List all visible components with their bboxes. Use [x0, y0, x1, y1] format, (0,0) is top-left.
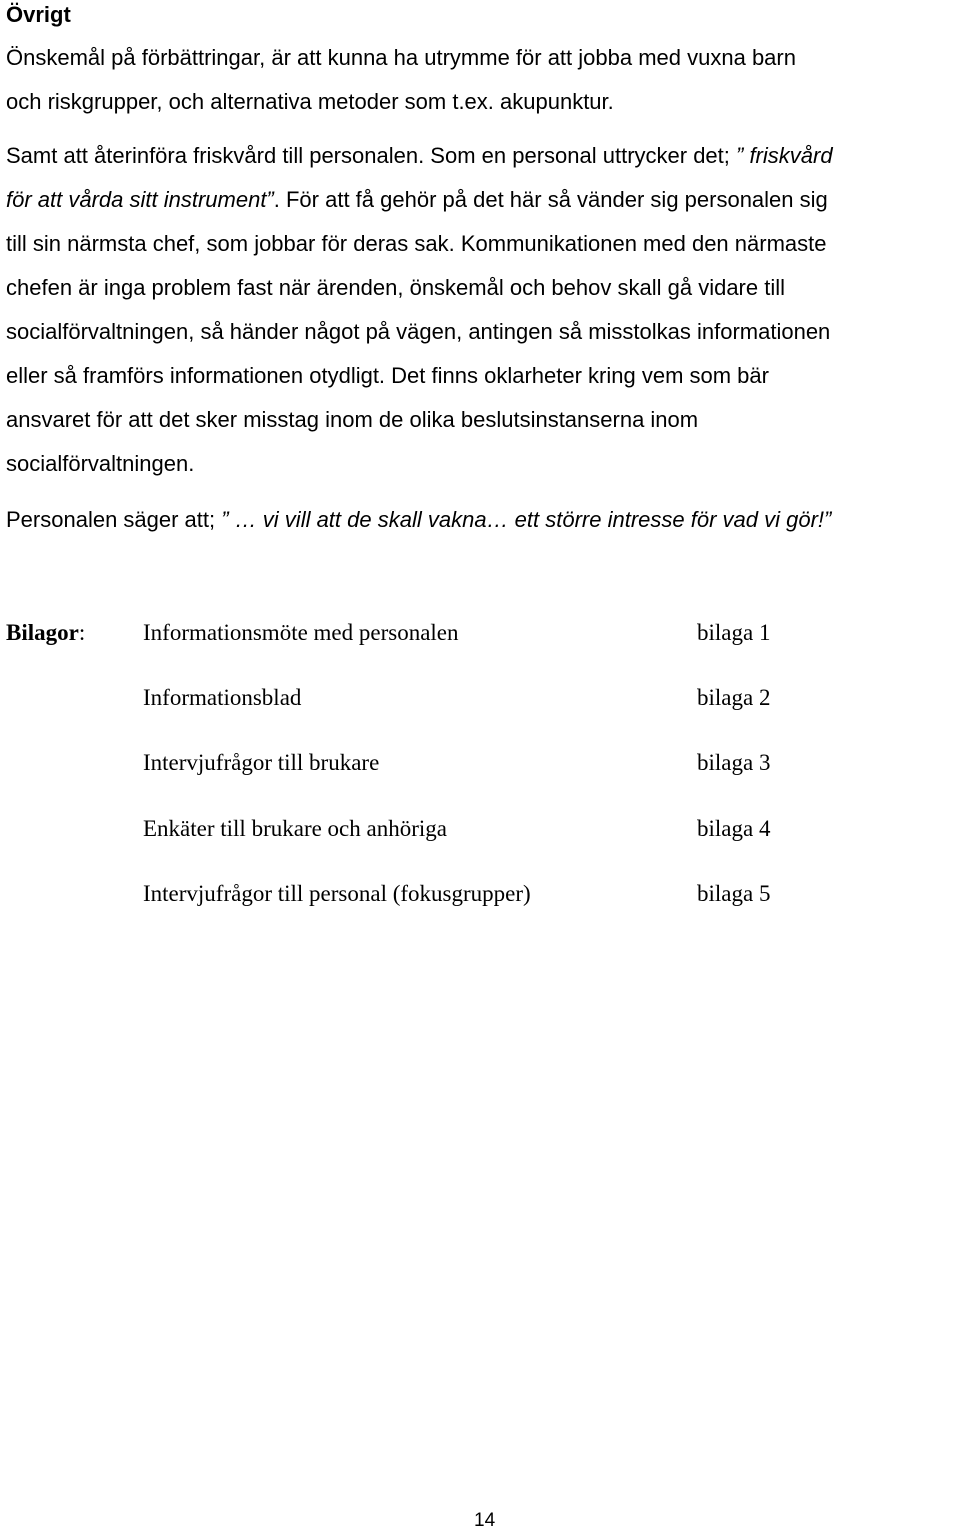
paragraph-line	[6, 178, 956, 222]
appendix-item-ref: bilaga 4	[697, 816, 771, 841]
appendix-item-title: Informationsblad	[143, 685, 302, 710]
staff-quote: ” friskvård	[736, 143, 833, 168]
section-heading: Övrigt	[6, 2, 71, 27]
appendix-item-title: Informationsmöte med personalen	[143, 620, 459, 645]
paragraph-wishes	[6, 36, 956, 124]
appendix-item-ref: bilaga 3	[697, 750, 771, 775]
appendix-item	[6, 685, 806, 715]
appendix-label-colon: :	[78, 620, 86, 645]
appendix-item	[6, 750, 806, 780]
paragraph-line: till sin närmsta chef, som jobbar för deras sak. Kommunikationen med den närmaste	[6, 231, 827, 256]
paragraph-line	[6, 498, 956, 542]
appendix-item-ref: bilaga 5	[697, 881, 771, 906]
paragraph-line	[6, 134, 956, 178]
appendix-label-text: Bilagor	[6, 620, 79, 645]
paragraph-text: . För att få gehör på det här så vänder sig personalen sig	[273, 187, 828, 212]
appendix-item-title: Intervjufrågor till personal (fokusgrupper)	[143, 881, 531, 906]
appendix-item-title: Intervjufrågor till brukare	[143, 750, 380, 775]
paragraph-line: socialförvaltningen.	[6, 451, 195, 476]
paragraph-staff-says	[6, 498, 956, 542]
paragraph-line: ansvaret för att det sker misstag inom de olika beslutsinstanserna inom	[6, 407, 699, 432]
paragraph-text: Personalen säger att;	[6, 507, 222, 532]
page-number: 14	[474, 1510, 496, 1531]
paragraph-line: chefen är inga problem fast när ärenden, önskemål och behov skall gå vidare till	[6, 275, 786, 300]
paragraph-line: Önskemål på förbättringar, är att kunna ha utrymme för att jobba med vuxna barn	[6, 45, 796, 70]
staff-quote: ” … vi vill att de skall vakna… ett större intresse för vad vi gör!”	[221, 507, 832, 532]
appendix-item	[6, 620, 806, 650]
paragraph-text: Samt att återinföra friskvård till personalen. Som en personal uttrycker det;	[6, 143, 736, 168]
staff-quote: för att vårda sitt instrument”	[6, 187, 274, 212]
paragraph-line: socialförvaltningen, så händer något på vägen, antingen så misstolkas informationen	[6, 319, 831, 344]
appendix-item-ref: bilaga 2	[697, 685, 771, 710]
appendix-item	[6, 881, 806, 911]
paragraph-wellness	[6, 134, 956, 486]
appendix-item	[6, 816, 806, 846]
paragraph-line: eller så framförs informationen otydligt. Det finns oklarheter kring vem som bär	[6, 363, 769, 388]
paragraph-line: och riskgrupper, och alternativa metoder som t.ex. akupunktur.	[6, 89, 614, 114]
appendix-item-title: Enkäter till brukare och anhöriga	[143, 816, 447, 841]
appendix-item-ref: bilaga 1	[697, 620, 771, 645]
